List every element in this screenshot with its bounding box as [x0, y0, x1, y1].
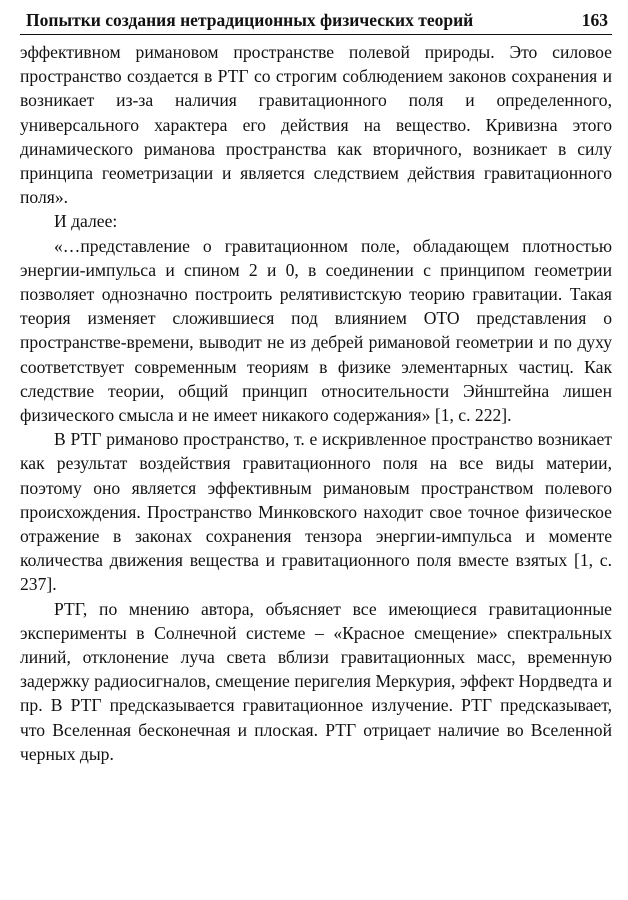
- page-number: 163: [581, 10, 608, 30]
- body-text: [20, 40, 612, 766]
- paragraph-rtg-experiments: РТГ, по мнению автора, объясняет все имеющиеся гравитационные эксперименты в Солнечной системе – «Красное смещение» спектральных линий, отклонение луча света вблизи гравитационных масс, временную задержку радиосигналов, смещение перигелия Меркурия, эффект Нордведта и пр. В РТГ предсказывается гравитационное излучение. РТГ предсказывает, что Вселенная бесконечная и плоская. РТГ отрицает наличие во Вселенной черных дыр.: [20, 598, 612, 764]
- running-header: [20, 10, 612, 35]
- paragraph-rtg-space: В РТГ риманово пространство, т. е искривленное пространство возникает как результат воздействия гравитационного поля на все виды материи, поэтому оно является эффективным римановым пространством полевого происхождения. Пространство Минковского находит свое точное физическое отражение в законах сохранения тензора энергии-импульса и моменте количества движения вещества и гравитационного поля вместе взятых [1, с. 237].: [20, 429, 612, 595]
- running-header-title: Попытки создания нетрадиционных физических теорий: [26, 10, 474, 30]
- paragraph-intro: И далее:: [54, 211, 118, 232]
- book-page: [20, 10, 612, 766]
- paragraph-quote: «…представление о гравитационном поле, обладающем плотностью энергии-импульса и спином 2 и 0, в соединении с принципом геометрии позволяет однозначно построить релятивистскую теорию гравитации. Такая теория изменяет сложившиеся под влиянием ОТО представления о пространстве-времени, выводит не из дебрей римановой геометрии и по духу соответствует современным теориям в физике элементарных частиц. Как следствие теории, общий принцип относительности Эйнштейна лишен физического смысла и не имеет никакого содержания» [1, с. 222].: [20, 235, 612, 426]
- paragraph-continuation: эффективном римановом пространстве полевой природы. Это силовое пространство создается в РТГ со строгим соблюдением законов сохранения и возникает из-за наличия гравитационного поля и определенного, универсального характера его действия на вещество. Кривизна этого динамического риманова пространства как вторичного, возникает в силу принципа геометризации и является следствием действия гравитационного поля».: [20, 42, 612, 208]
